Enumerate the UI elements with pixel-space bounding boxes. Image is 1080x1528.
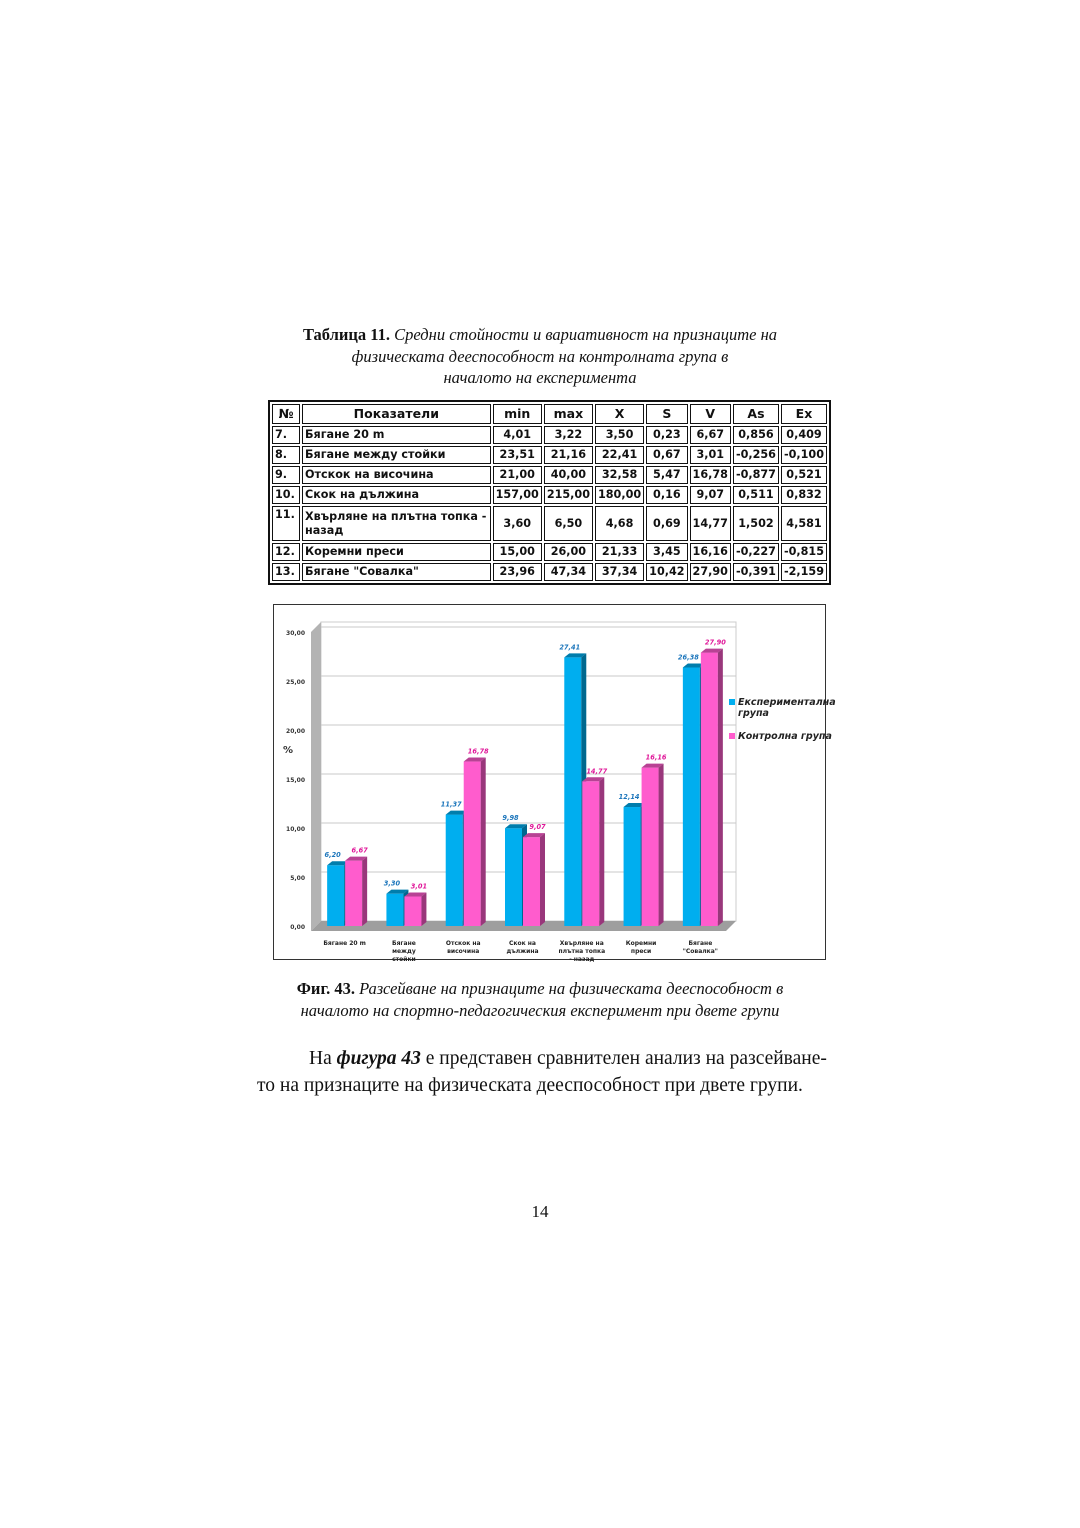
bar-side	[718, 649, 723, 926]
bar	[327, 865, 344, 926]
y-tick-label: 0,00	[290, 924, 305, 931]
header-as: As	[733, 404, 779, 424]
bar	[564, 657, 581, 926]
cell: -2,159	[781, 563, 827, 581]
bar	[386, 894, 403, 926]
table-header-row	[272, 404, 827, 424]
cell: -0,877	[733, 466, 779, 484]
bar-side	[599, 777, 604, 926]
cell: 4,68	[595, 506, 644, 541]
cell: Бягане 20 m	[302, 426, 491, 444]
paragraph-pre: На	[309, 1048, 337, 1069]
cell: 12.	[272, 543, 300, 561]
figure-caption	[240, 978, 840, 1022]
legend-swatch	[729, 699, 735, 705]
cell: 6,67	[690, 426, 731, 444]
bar-chart-svg	[274, 605, 836, 963]
bar	[701, 653, 718, 926]
header-v: V	[690, 404, 731, 424]
cell: 0,16	[646, 486, 687, 504]
cell: 14,77	[690, 506, 731, 541]
x-tick-label: Бягане	[688, 940, 713, 947]
table-caption-label: Таблица 11.	[302, 325, 390, 344]
cell: 0,409	[781, 426, 827, 444]
cell: 40,00	[544, 466, 593, 484]
cell: 16,16	[690, 543, 731, 561]
data-label: 16,78	[467, 747, 489, 756]
figure-caption-label: Фиг. 43.	[296, 979, 355, 998]
cell: 21,16	[544, 446, 593, 464]
x-tick-label: преси	[630, 948, 652, 955]
bar-side	[540, 833, 545, 926]
statistics-table	[268, 400, 831, 585]
table-row	[272, 466, 827, 484]
cell: Хвърляне на плътна топка - назад	[302, 506, 491, 541]
cell: Скок на дължина	[302, 486, 491, 504]
cell: 27,90	[690, 563, 731, 581]
cell: 3,45	[646, 543, 687, 561]
paragraph-line2: то на признаците на физическата дееспособност при двете групи.	[257, 1075, 803, 1096]
cell: 9,07	[690, 486, 731, 504]
cell: 13.	[272, 563, 300, 581]
x-tick-label: дължина	[506, 948, 539, 955]
data-label: 9,98	[502, 814, 519, 823]
data-label: 6,67	[351, 846, 368, 855]
legend-label: Експериментална	[738, 697, 836, 708]
bar	[404, 897, 421, 926]
cell: 3,01	[690, 446, 731, 464]
cell: 0,23	[646, 426, 687, 444]
cell: 22,41	[595, 446, 644, 464]
chart-side-wall	[311, 622, 321, 931]
data-label: 3,01	[410, 882, 428, 891]
x-tick-label: Скок на	[509, 940, 536, 947]
x-tick-label: Бягане 20 m	[323, 940, 366, 947]
bar	[683, 667, 700, 926]
x-tick-label: Отскок на	[445, 940, 481, 947]
cell: 8.	[272, 446, 300, 464]
data-label: 16,16	[645, 753, 667, 762]
y-tick-label: 10,00	[286, 826, 305, 833]
data-label: 26,38	[677, 653, 699, 662]
table-row	[272, 543, 827, 561]
header-max: max	[544, 404, 593, 424]
cell: 47,34	[544, 563, 593, 581]
header-indicators: Показатели	[302, 404, 491, 424]
header-min: min	[493, 404, 542, 424]
data-label: 27,41	[559, 643, 581, 652]
cell: 7.	[272, 426, 300, 444]
bar	[523, 837, 540, 926]
data-label: 12,14	[618, 793, 640, 802]
cell: 37,34	[595, 563, 644, 581]
header-ex: Ex	[781, 404, 827, 424]
cell: Бягане "Совалка"	[302, 563, 491, 581]
data-label: 14,77	[586, 767, 608, 776]
cell: 157,00	[493, 486, 542, 504]
table-caption-line2: физическата дееспособност на контролната група в	[351, 346, 729, 366]
cell: 16,78	[690, 466, 731, 484]
y-tick-label: 25,00	[286, 679, 305, 686]
cell: 0,69	[646, 506, 687, 541]
x-tick-label: между	[392, 948, 416, 955]
cell: 0,832	[781, 486, 827, 504]
legend-label: група	[738, 708, 769, 719]
bar-side	[362, 857, 367, 926]
table-row	[272, 506, 827, 541]
cell: 0,511	[733, 486, 779, 504]
x-tick-label: "Совалка"	[682, 948, 718, 955]
cell: 23,51	[493, 446, 542, 464]
x-tick-label: Хвърляне на	[559, 940, 604, 947]
y-tick-label: 5,00	[290, 875, 305, 882]
cell: 5,47	[646, 466, 687, 484]
cell: 9.	[272, 466, 300, 484]
x-tick-label: - назад	[569, 956, 595, 963]
x-tick-label: стойки	[392, 956, 416, 963]
cell: -0,815	[781, 543, 827, 561]
cell: 215,00	[544, 486, 593, 504]
legend-label: Контролна група	[738, 731, 832, 742]
x-tick-label: Коремни	[625, 940, 657, 947]
table-caption-line3: началото на експеримента	[443, 368, 637, 387]
body-paragraph	[257, 1045, 837, 1099]
bar	[642, 768, 659, 926]
cell: -0,227	[733, 543, 779, 561]
cell: 23,96	[493, 563, 542, 581]
data-label: 6,20	[324, 851, 341, 860]
table-row	[272, 563, 827, 581]
header-x: X	[595, 404, 644, 424]
bar-chart	[273, 604, 836, 963]
cell: 10.	[272, 486, 300, 504]
bar	[582, 781, 599, 926]
y-tick-label: 20,00	[286, 728, 305, 735]
figure-caption-line2: началото на спортно-педагогическия експеримент при двете групи	[300, 1001, 780, 1020]
cell: 180,00	[595, 486, 644, 504]
x-tick-label: плътна топка	[558, 948, 606, 955]
x-tick-label: височина	[447, 948, 480, 955]
cell: 3,50	[595, 426, 644, 444]
data-label: 3,30	[383, 879, 401, 888]
table-caption-line1: Средни стойности и вариативност на признаците на	[390, 325, 778, 344]
bar-side	[481, 758, 486, 926]
paragraph-line1: е представен сравнителен анализ на разсейване-	[420, 1048, 827, 1069]
cell: -0,391	[733, 563, 779, 581]
cell: 3,22	[544, 426, 593, 444]
cell: 21,00	[493, 466, 542, 484]
cell: 0,67	[646, 446, 687, 464]
page-number: 14	[531, 1202, 549, 1221]
cell: 1,502	[733, 506, 779, 541]
cell: 21,33	[595, 543, 644, 561]
y-axis-label: %	[282, 745, 294, 756]
bar	[464, 762, 481, 926]
legend-swatch	[729, 733, 735, 739]
cell: Отскок на височина	[302, 466, 491, 484]
cell: Коремни преси	[302, 543, 491, 561]
data-label: 27,90	[704, 638, 726, 647]
cell: 0,521	[781, 466, 827, 484]
figure-caption-line1: Разсейване на признаците на физическата дееспособност в	[354, 979, 784, 998]
data-label: 9,07	[529, 823, 546, 832]
cell: 26,00	[544, 543, 593, 561]
bar	[345, 861, 362, 926]
cell: -0,100	[781, 446, 827, 464]
table-row	[272, 486, 827, 504]
bar	[624, 807, 641, 926]
table-row	[272, 426, 827, 444]
table-row	[272, 446, 827, 464]
header-number: №	[272, 404, 300, 424]
cell: 4,01	[493, 426, 542, 444]
header-s: S	[646, 404, 687, 424]
bar-side	[659, 764, 664, 926]
cell: 0,856	[733, 426, 779, 444]
cell: 4,581	[781, 506, 827, 541]
cell: 10,42	[646, 563, 687, 581]
bar	[505, 828, 522, 926]
cell: -0,256	[733, 446, 779, 464]
table-caption	[240, 324, 840, 389]
cell: 15,00	[493, 543, 542, 561]
bar-side	[421, 893, 426, 926]
cell: 6,50	[544, 506, 593, 541]
paragraph-figure-reference: фигура 43	[336, 1048, 421, 1069]
x-tick-label: Бягане	[392, 940, 416, 947]
cell: 11.	[272, 506, 300, 541]
bar	[446, 815, 463, 926]
y-tick-label: 30,00	[286, 630, 305, 637]
cell: 3,60	[493, 506, 542, 541]
cell: 32,58	[595, 466, 644, 484]
y-tick-label: 15,00	[286, 777, 305, 784]
data-label: 11,37	[440, 800, 462, 809]
cell: Бягане между стойки	[302, 446, 491, 464]
